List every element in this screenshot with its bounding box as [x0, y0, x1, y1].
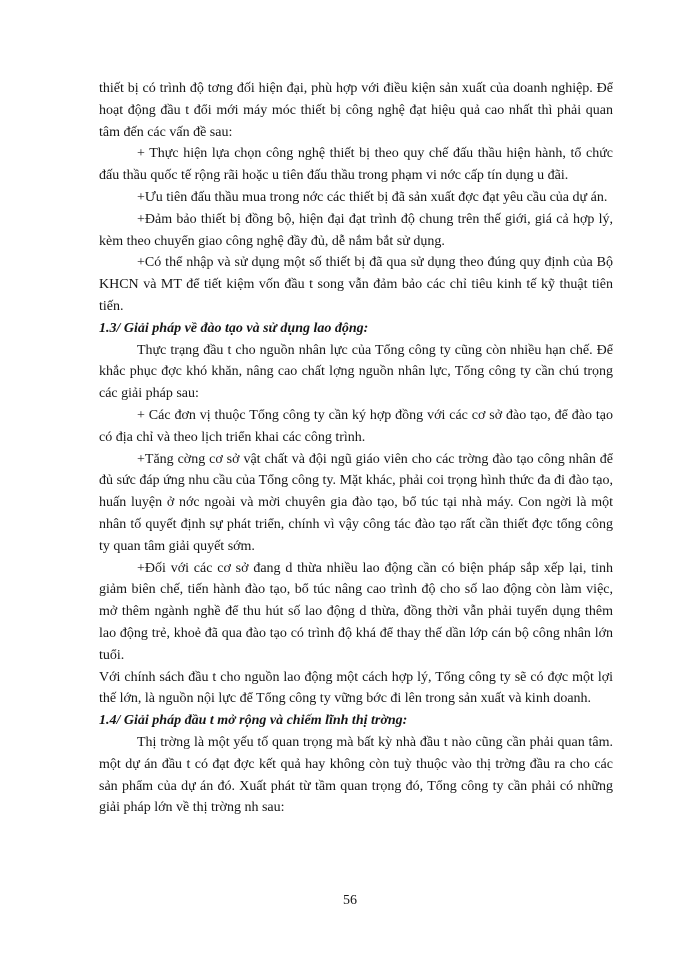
page-number: 56 — [343, 893, 357, 908]
paragraph: Với chính sách đầu t cho nguồn lao động một cách hợp lý, Tổng công ty sẽ có đợc một lợi thế lớn, là nguồn nội lực để Tổng công ty vững bớc đi lên trong sản xuất và kinh doanh. — [99, 669, 613, 707]
paragraph: Thực trạng đầu t cho nguồn nhân lực của Tổng công ty cũng còn nhiều hạn chế. Để khắc phục đợc khó khăn, nâng cao chất lợng nguồn nhân lực, Tổng công ty cần chú trọng các giải pháp sau: — [99, 342, 613, 402]
paragraph: + Thực hiện lựa chọn công nghệ thiết bị theo quy chế đấu thầu hiện hành, tổ chức đấu thầu quốc tế rộng rãi hoặc u tiên đấu thầu trong phạm vi nớc cấp tín dụng u đãi. — [99, 146, 613, 184]
section-heading: 1.4/ Giải pháp đầu t mở rộng và chiếm lĩnh thị trờng: — [99, 713, 408, 729]
section-heading: 1.3/ Giải pháp về đào tạo và sử dụng lao động: — [99, 320, 369, 336]
paragraph: +Đảm bảo thiết bị đồng bộ, hiện đại đạt trình độ chung trên thế giới, giá cả hợp lý, kèm theo chuyển giao công nghệ đầy đủ, dễ nắm bắt sử dụng. — [99, 211, 613, 249]
paragraph: +Đối với các cơ sở đang d thừa nhiều lao động cần có biện pháp sắp xếp lại, tinh giảm biên chế, tiến hành đào tạo, bổ túc nâng cao trình độ cho số lao động còn làm việc, mở thêm ngành nghề để thu hút số lao động d thừa, đồng thời vẫn phải tuyển dụng thêm lao động trẻ, khoẻ đã qua đào tạo có trình độ khá để thay thế dần lớp cán bộ công nhân lớn tuổi. — [99, 560, 613, 663]
paragraph: +Có thể nhập và sử dụng một số thiết bị đã qua sử dụng theo đúng quy định của Bộ KHCN và MT để tiết kiệm vốn đầu t song vẫn đảm bảo các chỉ tiêu kinh tế kỹ thuật tiên tiến. — [99, 255, 613, 314]
paragraph: +Ưu tiên đấu thầu mua trong nớc các thiết bị đã sản xuất đợc đạt yêu cầu của dự án. — [137, 189, 608, 205]
paragraph: Thị trờng là một yếu tố quan trọng mà bất kỳ nhà đầu t nào cũng cần phải quan tâm. một dự án đầu t có đạt đợc kết quả hay không còn tuỳ thuộc vào thị trờng đầu ra cho các sản phẩm của dự án đó. Xuất phát từ tầm quan trọng đó, Tổng công ty cần phải có những giải pháp lớn về thị trờng nh sau: — [99, 734, 613, 816]
document-text-column — [99, 78, 613, 819]
paragraph: +Tăng cờng cơ sở vật chất và đội ngũ giáo viên cho các trờng đào tạo công nhân để đủ sức đáp ứng nhu cầu của Tổng công ty. Mặt khác, phải coi trọng hình thức đa đi đào tạo, huấn luyện ở nớc ngoài và mời chuyên gia đào tạo, bổ túc tại nhà máy. Con ngời là một nhân tố quyết định sự phát triển, chính vì vậy công tác đào tạo rất cần thiết đợc tổng công ty quan tâm giải quyết sớm. — [99, 451, 613, 554]
paragraph: + Các đơn vị thuộc Tổng công ty cần ký hợp đồng với các cơ sở đào tạo, để đào tạo có địa chỉ và theo lịch triển khai các công trình. — [99, 407, 613, 445]
page-footer — [0, 891, 700, 909]
paragraph: thiết bị có trình độ tơng đối hiện đại, phù hợp với điều kiện sản xuất của doanh nghiệp. Để hoạt động đầu t đổi mới máy móc thiết bị công nghệ đạt hiệu quả cao nhất thì phải quan tâm đến các vấn đề sau: — [99, 81, 613, 140]
